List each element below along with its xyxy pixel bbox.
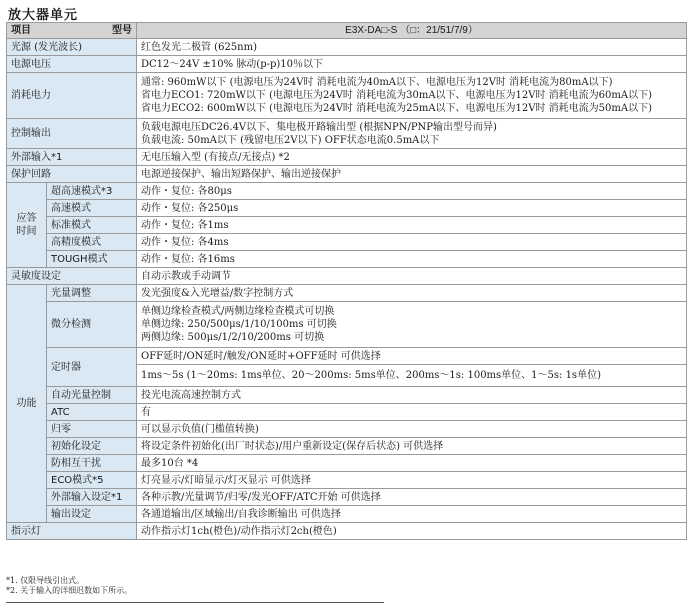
- function-label-mutual: 防相互干扰: [47, 455, 137, 472]
- row-label-light-source: 光源 (发光波长): [7, 39, 137, 56]
- row-value-sensitivity: 自动示教或手动调节: [137, 268, 687, 285]
- control-output-line: 负载电流: 50mA以下 (残留电压2V以下) OFF状态电流0.5mA以下: [141, 134, 440, 146]
- table-row: [7, 268, 687, 285]
- table-row: [7, 523, 687, 540]
- function-label-light-adjust: 光量调整: [47, 285, 137, 302]
- differential-line: 两侧边缘: 500μs/1/2/10/200ms 可切换: [141, 332, 325, 343]
- table-row: [7, 421, 687, 438]
- row-value-protection: 电源逆接保护、输出短路保护、输出逆接保护: [137, 166, 687, 183]
- function-value-light-adjust: 发光强度&入光增益/数字控制方式: [137, 285, 687, 302]
- row-value-external-input: 无电压输入型 (有接点/无接点) *2: [137, 149, 687, 166]
- function-value-eco: 灯亮显示/灯暗显示/灯灭显示 可供选择: [137, 472, 687, 489]
- footnote: *1. 仅限导线引出式。: [6, 576, 85, 585]
- function-label-output-setting: 输出设定: [47, 506, 137, 523]
- function-value-mutual: 最多10台 *4: [137, 455, 687, 472]
- row-label-external-input: 外部输入*1: [7, 149, 137, 166]
- function-value-timer-mode: OFF延时/ON延时/触发/ON延时+OFF延时 可供选择: [137, 348, 687, 365]
- function-value-atc: 有: [137, 404, 687, 421]
- header-model: E3X-DA□-S （□：21/51/7/9）: [137, 23, 687, 39]
- table-row: [7, 285, 687, 302]
- divider: [6, 602, 384, 603]
- table-row: [7, 387, 687, 404]
- spec-table: [6, 22, 687, 540]
- table-row: [7, 234, 687, 251]
- response-group-label: [7, 183, 47, 268]
- table-row: [7, 200, 687, 217]
- function-value-ext-input-setting: 各种示教/光量调节/归零/发光OFF/ATC开始 可供选择: [137, 489, 687, 506]
- response-mode-label: TOUGH模式: [47, 251, 137, 268]
- table-row: [7, 455, 687, 472]
- function-value-zero: 可以显示负值(门槛值转换): [137, 421, 687, 438]
- response-mode-label: 标准模式: [47, 217, 137, 234]
- function-label-timer: 定时器: [47, 348, 137, 387]
- row-label-power-voltage: 电源电压: [7, 56, 137, 73]
- table-row: [7, 472, 687, 489]
- table-row: [7, 438, 687, 455]
- response-group-line: 应答: [16, 213, 37, 224]
- function-label-differential: 微分检测: [47, 302, 137, 348]
- table-row: [7, 183, 687, 200]
- response-mode-value: 动作・复位: 各1ms: [137, 217, 687, 234]
- function-value-init: 将设定条件初始化(出厂时状态)/用户重新设定(保存后状态) 可供选择: [137, 438, 687, 455]
- table-row: [7, 506, 687, 523]
- header-item-cell: [7, 23, 137, 39]
- table-header-row: [7, 23, 687, 39]
- consumption-line: 省电力ECO2: 600mW以下 (电源电压为24V时 消耗电流为25mA以下、电源电压为12V时 消耗电流为50mA以下): [141, 103, 652, 114]
- table-row: [7, 217, 687, 234]
- response-mode-value: 动作・复位: 各4ms: [137, 234, 687, 251]
- row-value-light-source: 红色发光二极管 (625nm): [137, 39, 687, 56]
- row-value-power-voltage: DC12～24V ±10% 脉动(p-p)10％以下: [137, 56, 687, 73]
- response-group-line: 时间: [16, 226, 37, 237]
- response-mode-label: 超高速模式*3: [47, 183, 137, 200]
- function-label-zero: 归零: [47, 421, 137, 438]
- function-value-differential: [137, 302, 687, 348]
- header-item-label: 项目: [11, 25, 31, 36]
- table-row: [7, 39, 687, 56]
- function-label-init: 初始化设定: [47, 438, 137, 455]
- function-label-auto-power: 自动光量控制: [47, 387, 137, 404]
- row-label-indicator: 指示灯: [7, 523, 137, 540]
- footnotes: [6, 576, 132, 596]
- row-label-sensitivity: 灵敏度设定: [7, 268, 137, 285]
- row-label-control-output: 控制输出: [7, 119, 137, 149]
- function-label-ext-input-setting: 外部输入设定*1: [47, 489, 137, 506]
- consumption-line: 通常: 960mW以下 (电源电压为24V时 消耗电流为40mA以下、电源电压为12V时 消耗电流为80mA以下): [141, 77, 613, 88]
- response-mode-value: 动作・复位: 各80μs: [137, 183, 687, 200]
- differential-line: 单侧边缘: 250/500μs/1/10/100ms 可切换: [141, 319, 337, 330]
- table-row: [7, 56, 687, 73]
- row-label-protection: 保护回路: [7, 166, 137, 183]
- table-row: [7, 404, 687, 421]
- functions-group-label: 功能: [7, 285, 47, 523]
- table-row: [7, 149, 687, 166]
- function-label-atc: ATC: [47, 404, 137, 421]
- response-mode-label: 高速模式: [47, 200, 137, 217]
- consumption-line: 省电力ECO1: 720mW以下 (电源电压为24V时 消耗电流为30mA以下、电源电压为12V时 消耗电流为60mA以下): [141, 90, 652, 101]
- row-label-consumption: 消耗电力: [7, 73, 137, 119]
- table-row: [7, 251, 687, 268]
- function-value-auto-power: 投光电流高速控制方式: [137, 387, 687, 404]
- table-row: [7, 73, 687, 119]
- response-mode-value: 动作・复位: 各250μs: [137, 200, 687, 217]
- table-row: [7, 166, 687, 183]
- footnote: *2. 关于输入的详细迟数如下所示。: [6, 586, 133, 595]
- function-label-eco: ECO模式*5: [47, 472, 137, 489]
- response-mode-value: 动作・复位: 各16ms: [137, 251, 687, 268]
- differential-line: 单侧边缘检查模式/两侧边缘检查模式可切换: [141, 306, 335, 317]
- page-title: 放大器单元: [8, 8, 79, 23]
- table-row: [7, 119, 687, 149]
- response-mode-label: 高精度模式: [47, 234, 137, 251]
- row-value-control-output: [137, 119, 687, 149]
- table-row: [7, 348, 687, 365]
- control-output-line: 负载电源电压DC26.4V以下、集电极开路输出型 (根据NPN/PNP输出型号而异): [141, 121, 497, 133]
- table-row: [7, 302, 687, 348]
- table-row: [7, 489, 687, 506]
- header-type-label: 型号: [112, 25, 132, 36]
- row-value-consumption: [137, 73, 687, 119]
- function-value-output-setting: 各通道输出/区域输出/自我诊断输出 可供选择: [137, 506, 687, 523]
- function-value-timer-range: 1ms～5s (1～20ms: 1ms单位、20～200ms: 5ms单位、200ms～1s: 100ms单位、1～5s: 1s单位): [137, 365, 687, 387]
- row-value-indicator: 动作指示灯1ch(橙色)/动作指示灯2ch(橙色): [137, 523, 687, 540]
